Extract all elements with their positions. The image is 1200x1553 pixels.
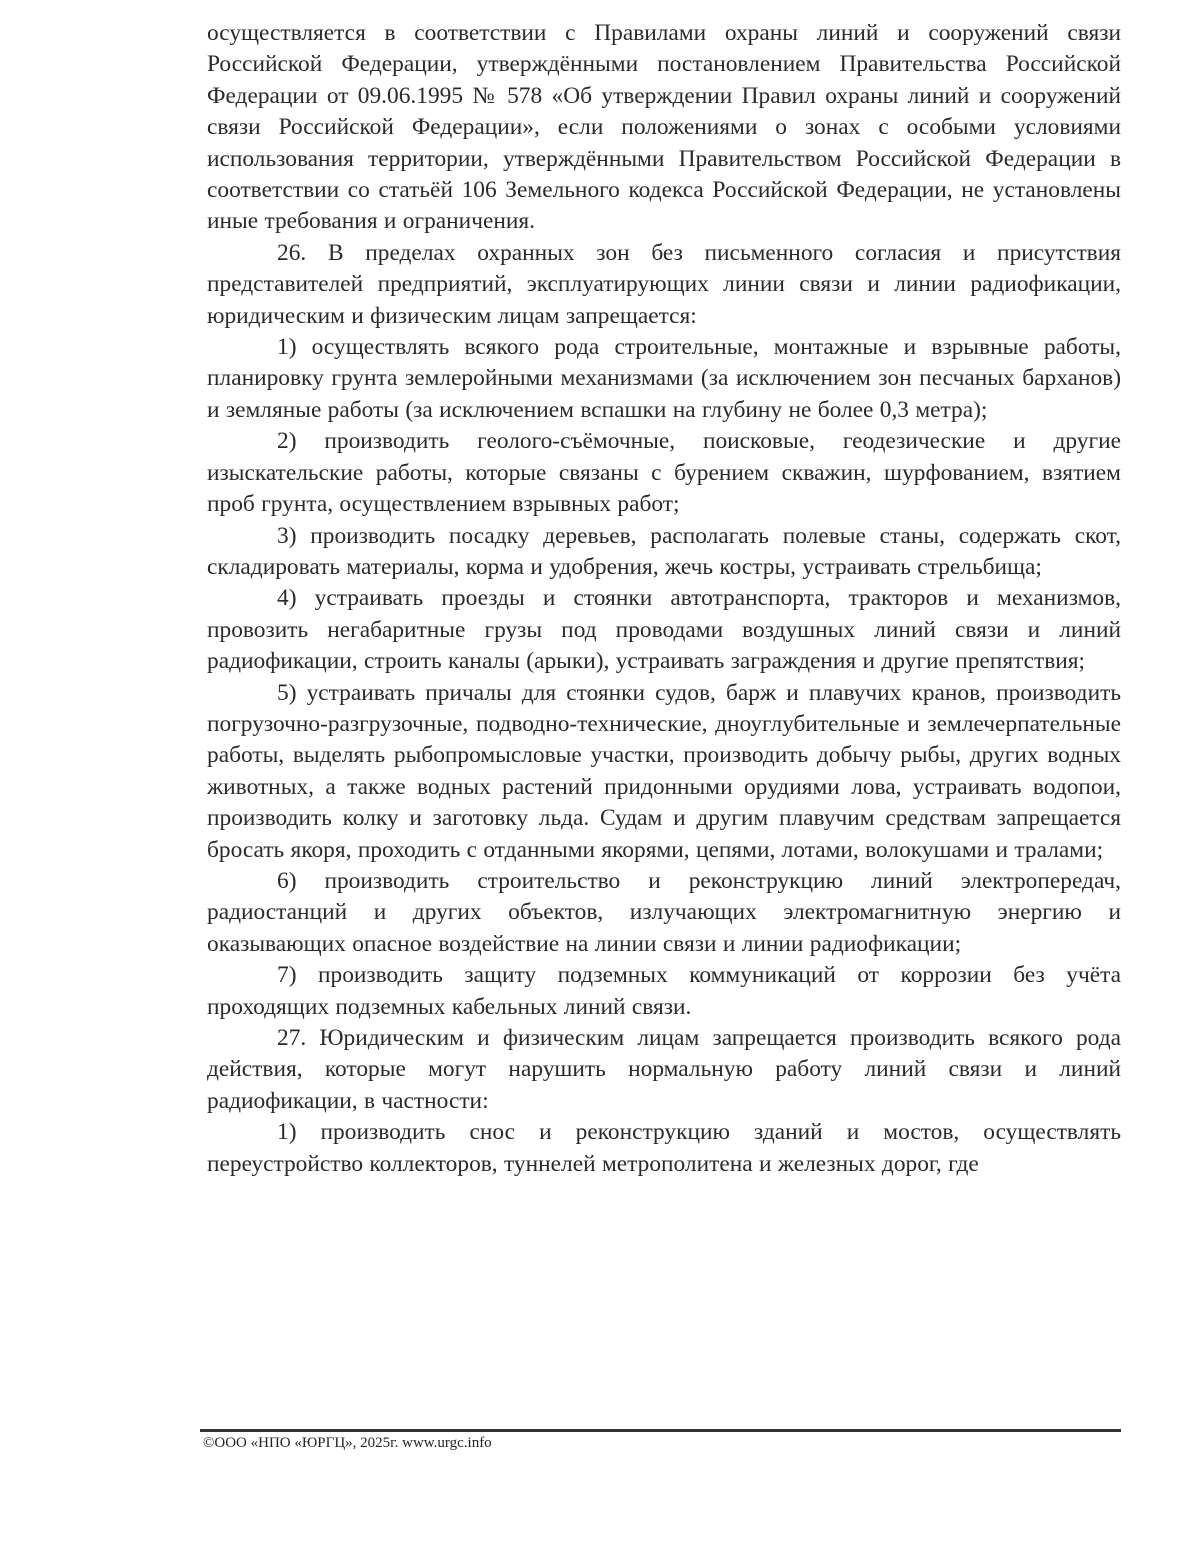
footer-divider: [200, 1429, 1121, 1432]
footer-copyright: ©ООО «НПО «ЮРГЦ», 2025г. www.urgc.info: [203, 1435, 492, 1451]
paragraph-26-item-1: 1) осуществлять всякого рода строительные, монтажные и взрывные работы, планировку грунта землеройными механизмами (за исключением зон песчаных барханов) и земляные работы (за исключением вспашки на глубину не более 0,3 метра);: [207, 334, 1121, 423]
paragraph-26-item-5: 5) устраивать причалы для стоянки судов, барж и плавучих кранов, производить погрузочно-разгрузочные, подводно-технические, дноуглубительные и землечерпательные работы, выделять рыбопромысловые участки, производить добычу рыбы, других водных животных, а также водных растений придонными орудиями лова, устраивать водопои, производить колку и заготовку льда. Судам и другим плавучим средствам запрещается бросать якоря, проходить с отданными якорями, цепями, лотами, волокушами и тралами;: [207, 679, 1121, 863]
paragraph-continuation: осуществляется в соответствии с Правилами охраны линий и сооружений связи Российской Федерации, утверждёнными постановлением Правительства Российской Федерации от 09.06.1995 № 578 «Об утверждении Правил охраны линий и сооружений связи Российской Федерации», если положениями о зонах с особыми условиями использования территории, утверждёнными Правительством Российской Федерации в соответствии со статьёй 106 Земельного кодекса Российской Федерации, не установлены иные требования и ограничения.: [207, 20, 1121, 235]
paragraph-26-item-4: 4) устраивать проезды и стоянки автотранспорта, тракторов и механизмов, провозить негабаритные грузы под проводами воздушных линий связи и линий радиофикации, строить каналы (арыки), устраивать заграждения и другие препятствия;: [207, 585, 1121, 675]
paragraph-27-item-1: 1) производить снос и реконструкцию зданий и мостов, осуществлять переустройство коллекторов, туннелей метрополитена и железных дорог, где: [207, 1119, 1121, 1177]
paragraph-26-item-2: 2) производить геолого-съёмочные, поисковые, геодезические и другие изыскательские работы, которые связаны с бурением скважин, шурфованием, взятием проб грунта, осуществлением взрывных работ;: [207, 428, 1121, 518]
paragraph-26-item-3: 3) производить посадку деревьев, располагать полевые станы, содержать скот, складировать материалы, корма и удобрения, жечь костры, устраивать стрельбища;: [207, 522, 1121, 580]
paragraph-26: 26. В пределах охранных зон без письменного согласия и присутствия представителей предприятий, эксплуатирующих линии связи и линии радиофикации, юридическим и физическим лицам запрещается:: [207, 239, 1121, 329]
document-body: [207, 18, 1121, 1180]
paragraph-27: 27. Юридическим и физическим лицам запрещается производить всякого рода действия, которые могут нарушить нормальную работу линий связи и линий радиофикации, в частности:: [207, 1025, 1121, 1114]
paragraph-26-item-6: 6) производить строительство и реконструкцию линий электропередач, радиостанций и других объектов, излучающих электромагнитную энергию и оказывающих опасное воздействие на линии связи и линии радиофикации;: [207, 867, 1121, 957]
paragraph-26-item-7: 7) производить защиту подземных коммуникаций от коррозии без учёта проходящих подземных кабельных линий связи.: [207, 962, 1121, 1020]
